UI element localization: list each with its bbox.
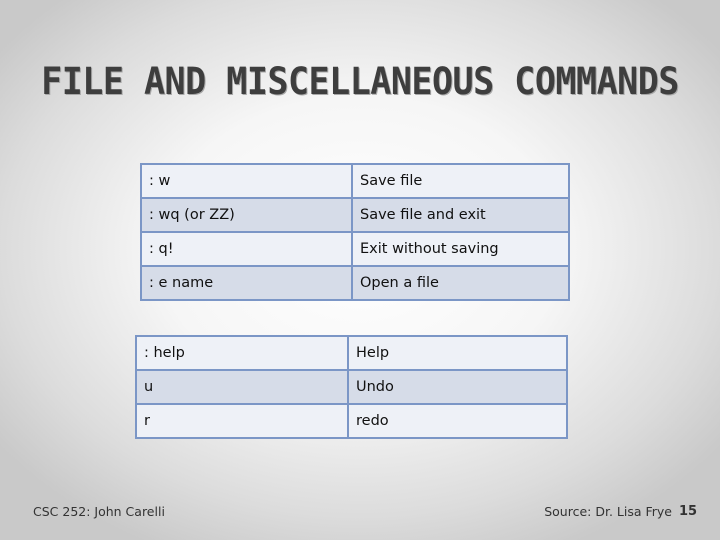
description-cell: Exit without saving [352,232,569,266]
command-cell: : wq (or ZZ) [141,198,352,232]
misc-commands-table [135,335,568,439]
table-row [141,232,569,266]
table-row [141,164,569,198]
description-cell: Save file and exit [352,198,569,232]
command-cell: : q! [141,232,352,266]
table-row [136,404,567,438]
slide-title: FILE AND MISCELLANEOUS COMMANDS [41,60,679,104]
description-cell: Open a file [352,266,569,300]
command-cell: : w [141,164,352,198]
command-cell: : help [136,336,348,370]
description-cell: Undo [348,370,567,404]
table-row [141,266,569,300]
slide-number: 15 [679,504,698,519]
table-row [136,336,567,370]
description-cell: redo [348,404,567,438]
command-cell: : e name [141,266,352,300]
table-row [141,198,569,232]
footer-author: CSC 252: John Carelli [33,504,165,519]
description-cell: Help [348,336,567,370]
table-row [136,370,567,404]
footer-source: Source: Dr. Lisa Frye [544,504,672,519]
description-cell: Save file [352,164,569,198]
command-cell: u [136,370,348,404]
file-commands-table [140,163,570,301]
command-cell: r [136,404,348,438]
